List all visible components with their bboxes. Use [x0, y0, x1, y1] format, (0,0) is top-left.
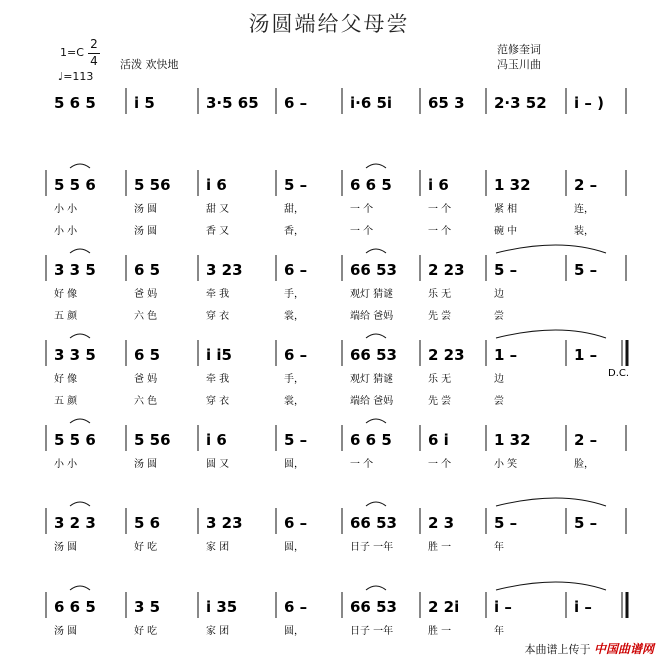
lyric-syllable: 小 小: [54, 459, 78, 470]
measure-notes: 5 –: [574, 261, 598, 279]
lyric-syllable: 香 又: [206, 226, 230, 237]
lyric-syllable: 一 个: [428, 459, 452, 470]
lyric-syllable: 穿 衣: [206, 396, 230, 407]
measure-notes: 3·5 65: [206, 94, 259, 112]
key-signature: 1=C: [60, 46, 84, 59]
lyric-syllable: 甜 又: [206, 204, 230, 215]
measure-notes: 2 3: [428, 514, 455, 532]
measure-notes: i 5: [134, 94, 155, 112]
measure-notes: 3 3 5: [54, 346, 96, 364]
measure-notes: 6 –: [284, 514, 308, 532]
footer-text: 本曲谱上传于: [524, 643, 591, 656]
da-capo-mark: D.C.: [608, 368, 630, 379]
tie: [496, 582, 606, 590]
measure-notes: 5 56: [134, 176, 171, 194]
slur: [70, 249, 90, 253]
lyric-syllable: 胜 一: [428, 626, 452, 637]
measure-notes: 2 –: [574, 176, 598, 194]
measure-notes: 1 32: [494, 176, 531, 194]
composer-credit: 冯玉川曲: [497, 58, 541, 71]
lyric-syllable: 年: [494, 542, 504, 553]
lyric-syllable: 乐 无: [428, 374, 452, 385]
measure-notes: 2·3 52: [494, 94, 547, 112]
lyric-syllable: 裳，: [284, 311, 304, 322]
lyric-syllable: 家 团: [206, 626, 230, 637]
slur: [366, 334, 386, 338]
lyric-syllable: 六 色: [134, 396, 158, 407]
measure-notes: 6 6 5: [54, 598, 96, 616]
lyric-syllable: 一 个: [350, 459, 374, 470]
measure-notes: 66 53: [350, 598, 397, 616]
measure-notes: 5 56: [134, 431, 171, 449]
lyric-syllable: 年: [494, 626, 504, 637]
lyric-syllable: 汤 圆: [134, 459, 158, 470]
metronome-mark: ♩=113: [58, 70, 94, 83]
measure-notes: i 35: [206, 598, 238, 616]
lyric-syllable: 观灯 猜谜: [350, 374, 394, 385]
lyric-syllable: 穿 衣: [206, 311, 230, 322]
slur: [366, 419, 386, 423]
lyric-syllable: 汤 圆: [54, 626, 78, 637]
measure-notes: 66 53: [350, 514, 397, 532]
lyric-syllable: 尝: [494, 311, 504, 322]
lyric-syllable: 乐 无: [428, 289, 452, 300]
lyric-syllable: 一 个: [350, 226, 374, 237]
lyric-syllable: 汤 圆: [54, 542, 78, 553]
slur: [366, 249, 386, 253]
tempo-mark: 活泼 欢快地: [120, 58, 179, 71]
lyric-syllable: 一 个: [428, 204, 452, 215]
measure-notes: 66 53: [350, 346, 397, 364]
lyricist-credit: 范修奎词: [497, 43, 541, 56]
measure-notes: 3 2 3: [54, 514, 96, 532]
lyric-syllable: 六 色: [134, 311, 158, 322]
lyric-syllable: 香，: [284, 226, 304, 237]
slur: [70, 502, 90, 506]
lyric-syllable: 一 个: [350, 204, 374, 215]
lyric-syllable: 好 吃: [134, 626, 158, 637]
footer: [524, 640, 654, 657]
measure-notes: i i5: [206, 346, 232, 364]
lyric-syllable: 圆，: [284, 542, 304, 553]
song-title: 汤圆端给父母尝: [248, 12, 410, 36]
slur: [366, 502, 386, 506]
lyric-syllable: 边: [494, 374, 504, 385]
measure-notes: 1 –: [574, 346, 598, 364]
slur: [70, 419, 90, 423]
measure-notes: 6 –: [284, 598, 308, 616]
lyric-syllable: 观灯 猜谜: [350, 289, 394, 300]
lyric-syllable: 手，: [284, 289, 304, 300]
time-signature-denominator: 4: [90, 54, 98, 68]
measure-notes: 2 23: [428, 346, 465, 364]
lyric-syllable: 连，: [574, 204, 594, 215]
measure-notes: 66 53: [350, 261, 397, 279]
lyric-syllable: 碗 中: [494, 226, 518, 237]
measure-notes: i – ): [574, 94, 604, 112]
slur: [366, 586, 386, 590]
lyric-syllable: 圆，: [284, 459, 304, 470]
lyric-syllable: 好 像: [54, 289, 78, 300]
measure-notes: 6 6 5: [350, 431, 392, 449]
measure-notes: 5 –: [574, 514, 598, 532]
measure-notes: i 6: [206, 431, 227, 449]
measure-notes: 6 6 5: [350, 176, 392, 194]
lyric-syllable: 一 个: [428, 226, 452, 237]
measure-notes: 5 –: [284, 176, 308, 194]
measure-notes: 6 –: [284, 94, 308, 112]
slur: [70, 334, 90, 338]
lyric-syllable: 圆，: [284, 626, 304, 637]
lyric-syllable: 日子 一年: [350, 626, 394, 637]
lyric-syllable: 先 尝: [428, 311, 452, 322]
measure-notes: 6 –: [284, 346, 308, 364]
tie: [496, 498, 606, 506]
lyric-syllable: 好 吃: [134, 542, 158, 553]
time-signature-numerator: 2: [90, 37, 98, 51]
slur: [366, 164, 386, 168]
measure-notes: 5 6 5: [54, 94, 96, 112]
lyric-syllable: 牵 我: [206, 374, 230, 385]
lyric-syllable: 家 团: [206, 542, 230, 553]
measure-notes: 6 5: [134, 346, 161, 364]
measure-notes: 1 –: [494, 346, 518, 364]
measure-notes: 6 i: [428, 431, 449, 449]
lyric-syllable: 小 笑: [494, 459, 518, 470]
lyric-syllable: 五 颜: [54, 311, 78, 322]
lyric-syllable: 甜，: [284, 204, 304, 215]
measure-notes: i·6 5i: [350, 94, 393, 112]
measure-notes: 65 3: [428, 94, 465, 112]
measure-notes: 1 32: [494, 431, 531, 449]
measure-notes: 5 5 6: [54, 176, 96, 194]
measure-notes: 5 5 6: [54, 431, 96, 449]
tie: [496, 330, 606, 338]
lyric-syllable: 装，: [574, 226, 594, 237]
lyric-syllable: 牵 我: [206, 289, 230, 300]
tie: [496, 245, 606, 253]
site-logo: 中国曲谱网: [593, 642, 654, 656]
lyric-syllable: 小 小: [54, 226, 78, 237]
measure-notes: 5 –: [284, 431, 308, 449]
lyric-syllable: 边: [494, 289, 504, 300]
measure-notes: 3 23: [206, 514, 243, 532]
lyric-syllable: 脸，: [574, 459, 594, 470]
lyric-syllable: 圆 又: [206, 459, 230, 470]
measure-notes: i –: [574, 598, 592, 616]
lyric-syllable: 先 尝: [428, 396, 452, 407]
measure-notes: 2 –: [574, 431, 598, 449]
lyric-syllable: 小 小: [54, 204, 78, 215]
lyric-syllable: 好 像: [54, 374, 78, 385]
measure-notes: 3 23: [206, 261, 243, 279]
lyric-syllable: 汤 圆: [134, 226, 158, 237]
measure-notes: i –: [494, 598, 512, 616]
measure-notes: 2 23: [428, 261, 465, 279]
lyric-syllable: 端给 爸妈: [350, 311, 394, 322]
measure-notes: 6 –: [284, 261, 308, 279]
lyric-syllable: 紧 相: [494, 204, 518, 215]
lyric-syllable: 胜 一: [428, 542, 452, 553]
measure-notes: 6 5: [134, 261, 161, 279]
measure-notes: i 6: [428, 176, 449, 194]
lyric-syllable: 手，: [284, 374, 304, 385]
lyric-syllable: 裳，: [284, 396, 304, 407]
measure-notes: i 6: [206, 176, 227, 194]
measure-notes: 3 3 5: [54, 261, 96, 279]
measure-notes: 5 6: [134, 514, 161, 532]
lyric-syllable: 五 颜: [54, 396, 78, 407]
measure-notes: 2 2i: [428, 598, 460, 616]
lyric-syllable: 爸 妈: [134, 374, 158, 385]
slur: [70, 586, 90, 590]
lyric-syllable: 日子 一年: [350, 542, 394, 553]
measure-notes: 5 –: [494, 261, 518, 279]
lyric-syllable: 端给 爸妈: [350, 396, 394, 407]
lyric-syllable: 汤 圆: [134, 204, 158, 215]
lyric-syllable: 尝: [494, 396, 504, 407]
measure-notes: 5 –: [494, 514, 518, 532]
measure-notes: 3 5: [134, 598, 161, 616]
lyric-syllable: 爸 妈: [134, 289, 158, 300]
slur: [70, 164, 90, 168]
